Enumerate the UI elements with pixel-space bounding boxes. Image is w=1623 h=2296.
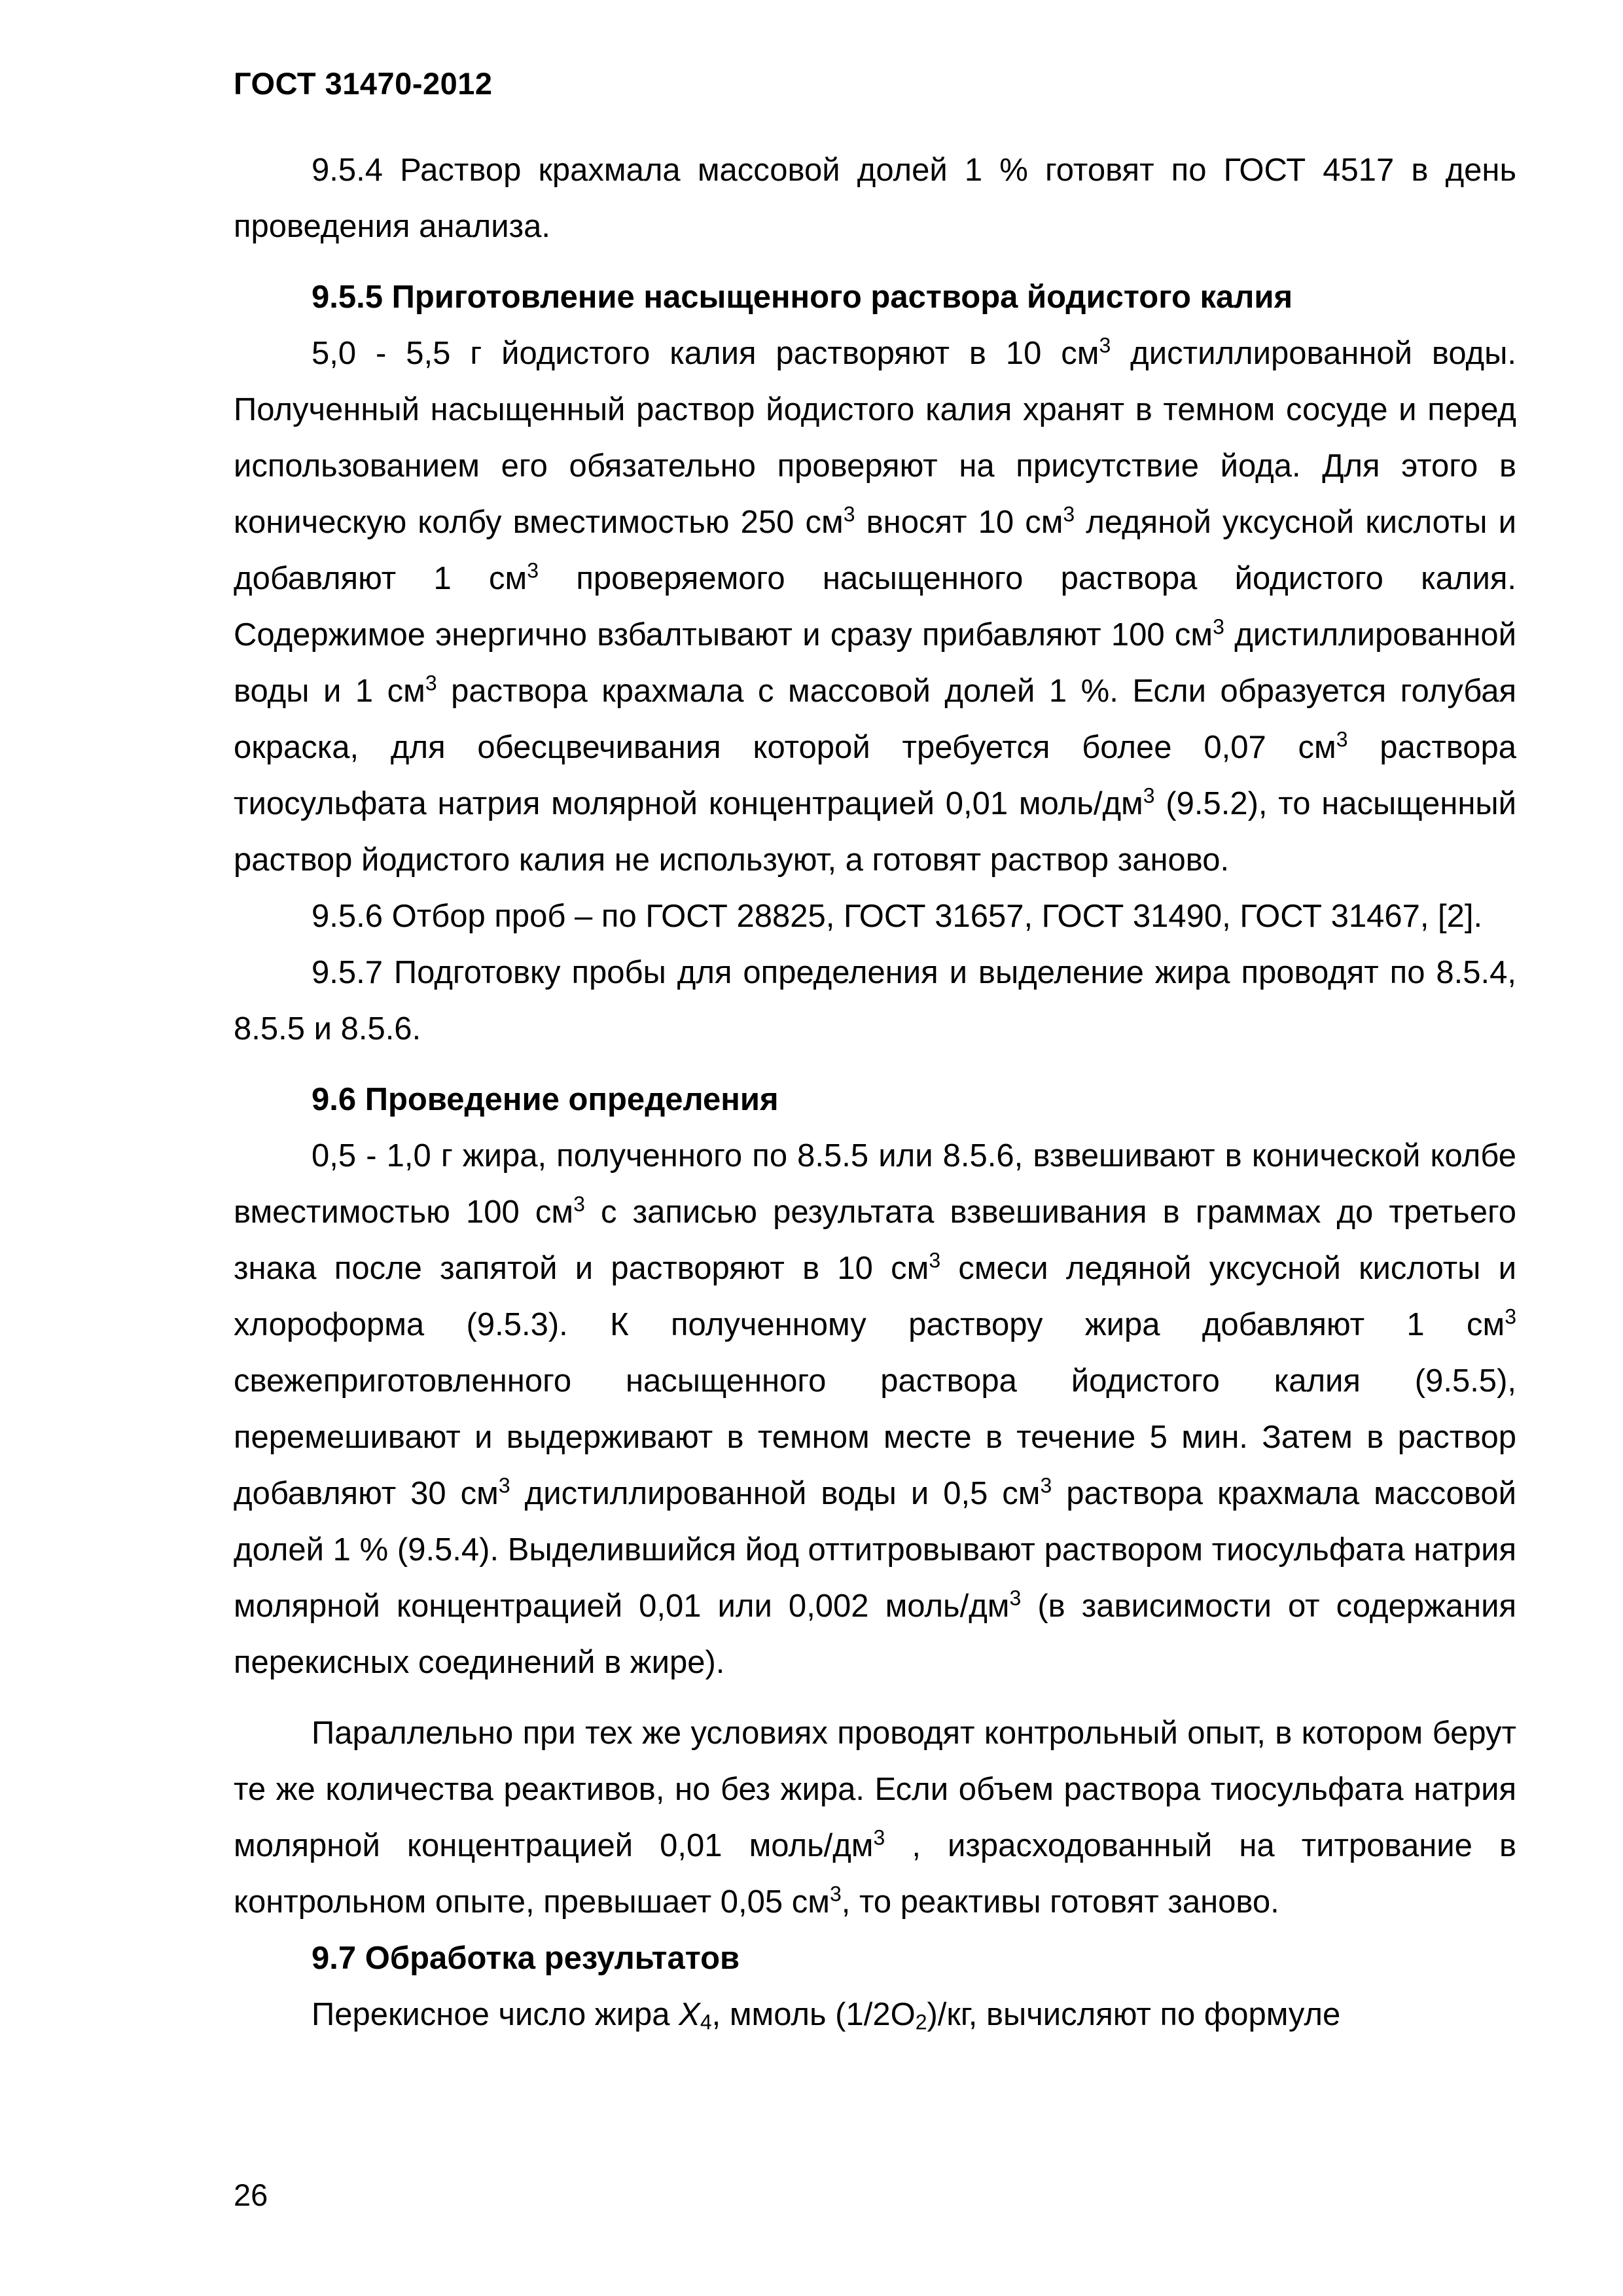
- page-number: 26: [234, 2178, 268, 2212]
- heading-9-6: 9.6 Проведение определения: [312, 1082, 779, 1117]
- heading-9-7: 9.7 Обработка результатов: [312, 1941, 740, 1976]
- formula-variable: X: [679, 1997, 700, 2032]
- paragraph-9-7-body: Перекисное число жира $X_4$, ммоль $(1/2O_2)/кг$, вычисляют по формуле: [312, 1997, 1341, 2034]
- paragraph-control-experiment: Параллельно при тех же условиях проводят контрольный опыт, в котором берут те же количества реактивов, но без жира. Если объем раствора тиосульфата натрия молярной концентрацией 0,01 моль/$дм^3$ , израсходованный на титрование в контрольном опыте, превышает 0,05 $см^3$, то реактивы готовят заново.: [234, 1715, 1517, 1920]
- paragraph-9-5-5-body: 5,0 - 5,5 г йодистого калия растворяют в 10 $см^3$ дистиллированной воды. Полученный насыщенный раствор йодистого калия хранят в темном сосуде и перед использованием его обязательно проверяют на присутствие йода. Для этого в коническую колбу вместимостью 250 $см^3$ вносят 10 $см^3$ ледяной уксусной кислоты и добавляют 1 $см^3$ проверяемого насыщенного раствора йодистого калия. Содержимое энергично взбалтывают и сразу прибавляют 100 $см^3$ дистиллированной воды и 1 $см^3$ раствора крахмала с массовой долей 1 %. Если образуется голубая окраска, для обесцвечивания которой требуется более 0,07 $см^3$ раствора тиосульфата натрия молярной концентрацией 0,01 моль/$дм^3$ (9.5.2), то насыщенный раствор йодистого калия не используют, а готовят раствор заново.: [234, 333, 1516, 878]
- paragraph-9-6-body: 0,5 - 1,0 г жира, полученного по 8.5.5 или 8.5.6, взвешивают в конической колбе вместимостью 100 $см^3$ с записью результата взвешивания в граммах до третьего знака после запятой и растворяют в 10 $см^3$ смеси ледяной уксусной кислоты и хлороформа (9.5.3). К полученному раствору жира добавляют 1 $см^3$ свежеприготовленного насыщенного раствора йодистого калия (9.5.5), перемешивают и выдерживают в темном месте в течение 5 мин. Затем в раствор добавляют 30 $см^3$ дистиллированной воды и 0,5 $см^3$ раствора крахмала массовой долей 1 % (9.5.4). Выделившийся йод оттитровывают раствором тиосульфата натрия молярной концентрацией 0,01 или 0,002 моль/$дм^3$ (в зависимости от содержания перекисных соединений в жире).: [234, 1138, 1516, 1680]
- paragraph-9-5-4: 9.5.4 Раствор крахмала массовой долей 1 % готовят по ГОСТ 4517 в день проведения анализа.: [234, 152, 1516, 244]
- paragraph-9-5-6: 9.5.6 Отбор проб – по ГОСТ 28825, ГОСТ 31657, ГОСТ 31490, ГОСТ 31467, [2].: [312, 899, 1483, 934]
- heading-9-5-5: 9.5.5 Приготовление насыщенного раствора йодистого калия: [312, 279, 1293, 315]
- document-body: [234, 142, 1516, 2043]
- paragraph-9-5-7: 9.5.7 Подготовку пробы для определения и выделение жира проводят по 8.5.4, 8.5.5 и 8.5.6.: [234, 955, 1516, 1047]
- document-header: ГОСТ 31470-2012: [234, 66, 493, 101]
